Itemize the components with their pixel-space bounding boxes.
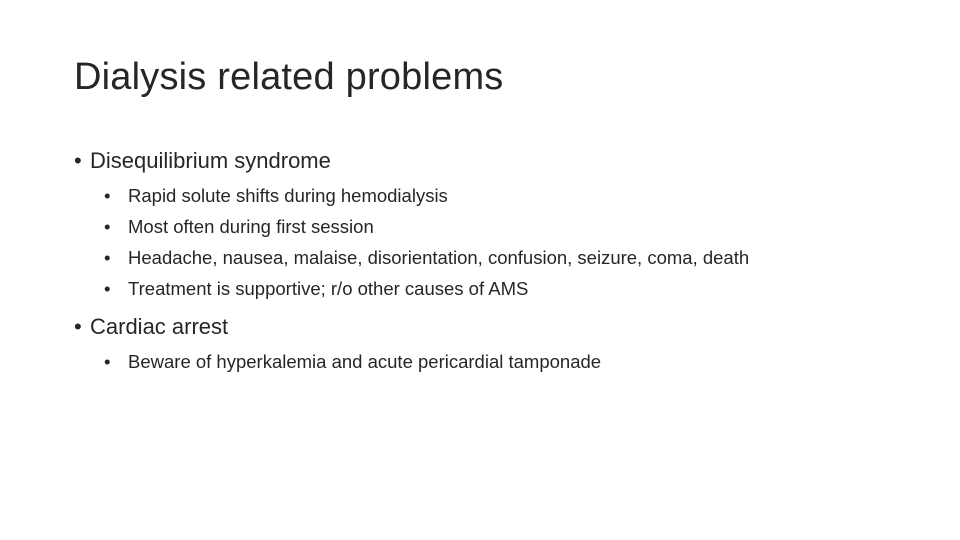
bullet-dot-icon: • <box>104 185 111 206</box>
bullet-dot-icon: • <box>74 148 82 173</box>
sub-bullet-item <box>104 346 934 377</box>
sub-bullet-text: Treatment is supportive; r/o other causes of AMS <box>128 278 529 299</box>
sub-bullet-item <box>104 242 934 273</box>
bullet-list <box>74 146 934 385</box>
slide-title: Dialysis related problems <box>74 56 504 98</box>
bullet-item <box>74 146 934 176</box>
sub-bullet-text: Headache, nausea, malaise, disorientation, confusion, seizure, coma, death <box>128 247 750 268</box>
bullet-dot-icon: • <box>104 247 111 268</box>
bullet-heading: Disequilibrium syndrome <box>90 148 331 173</box>
bullet-dot-icon: • <box>104 216 111 237</box>
sub-bullet-item <box>104 273 934 304</box>
bullet-dot-icon: • <box>104 351 111 372</box>
bullet-item <box>74 312 934 342</box>
sub-bullet-text: Beware of hyperkalemia and acute pericardial tamponade <box>128 351 602 372</box>
sub-bullet-item <box>104 211 934 242</box>
bullet-dot-icon: • <box>104 278 111 299</box>
sub-bullet-item <box>104 180 934 211</box>
bullet-group-disequilibrium <box>74 146 934 304</box>
bullet-dot-icon: • <box>74 314 82 339</box>
sub-bullet-list <box>104 180 934 304</box>
sub-bullet-list <box>104 346 934 377</box>
bullet-heading: Cardiac arrest <box>90 314 229 339</box>
bullet-group-cardiac-arrest <box>74 312 934 377</box>
sub-bullet-text: Most often during first session <box>128 216 374 237</box>
sub-bullet-text: Rapid solute shifts during hemodialysis <box>128 185 448 206</box>
